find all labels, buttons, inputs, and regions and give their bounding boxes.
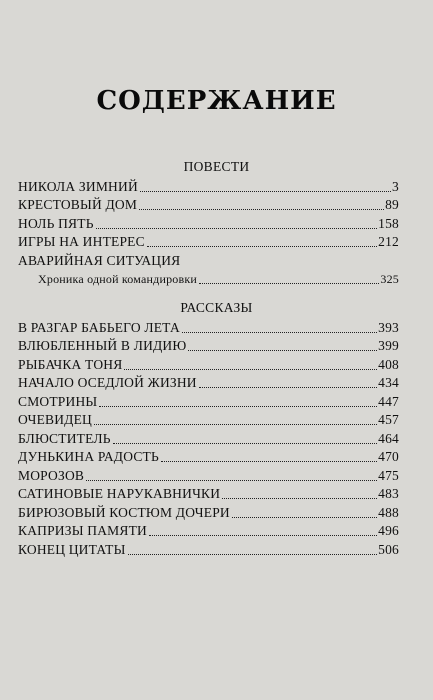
toc-list-povesti xyxy=(18,176,399,287)
toc-entry-page: 434 xyxy=(378,375,399,390)
toc-list-rasskazy xyxy=(18,317,399,558)
dot-leader xyxy=(199,387,377,388)
section-heading-rasskazy: РАССКАЗЫ xyxy=(180,300,253,315)
toc-entry xyxy=(18,354,399,373)
toc-entry-title: НИКОЛА ЗИМНИЙ xyxy=(18,178,138,194)
toc-entry-page: 212 xyxy=(378,234,399,249)
dot-leader xyxy=(182,332,377,333)
dot-leader xyxy=(232,517,377,518)
toc-entry xyxy=(18,269,399,288)
toc-entry xyxy=(18,521,399,540)
toc-entry-title: СМОТРИНЫ xyxy=(18,393,98,409)
toc-entry-title: БЛЮСТИТЕЛЬ xyxy=(18,430,111,446)
toc-entry-page: 496 xyxy=(378,523,399,538)
toc-entry-title: НОЛЬ ПЯТЬ xyxy=(18,215,94,231)
toc-entry xyxy=(18,410,399,429)
dot-leader xyxy=(140,191,391,192)
toc-entry-page: 470 xyxy=(378,449,399,464)
toc-entry xyxy=(18,373,399,392)
page-title: СОДЕРЖАНИЕ xyxy=(96,86,337,116)
toc-entry-page: 325 xyxy=(380,272,399,286)
toc-entry-title: КРЕСТОВЫЙ ДОМ xyxy=(18,197,138,212)
dot-leader xyxy=(222,498,377,499)
toc-entry-page: 488 xyxy=(378,504,399,520)
dot-leader xyxy=(161,461,377,462)
toc-entry xyxy=(18,428,399,447)
toc-entry xyxy=(18,232,399,251)
toc-entry-page: 483 xyxy=(378,486,399,501)
toc-entry xyxy=(18,465,399,484)
toc-entry-title: Хроника одной командировки xyxy=(38,272,197,286)
toc-entry-title: КОНЕЦ ЦИТАТЫ xyxy=(18,541,126,557)
toc-entry xyxy=(18,484,399,503)
toc-entry xyxy=(18,447,399,466)
toc-entry-page: 393 xyxy=(378,319,399,335)
toc-entry-page: 475 xyxy=(378,467,399,483)
toc-entry-page: 447 xyxy=(378,393,399,409)
toc-entry-title: ВЛЮБЛЕННЫЙ В ЛИДИЮ xyxy=(18,338,187,353)
dot-leader xyxy=(147,246,377,247)
toc-entry-page: 158 xyxy=(378,215,399,231)
dot-leader xyxy=(199,283,379,284)
toc-entry xyxy=(18,250,399,269)
dot-leader xyxy=(128,554,378,555)
toc-entry-page: 506 xyxy=(378,541,399,557)
dot-leader xyxy=(86,480,377,481)
dot-leader xyxy=(113,443,377,444)
toc-entry-page: 399 xyxy=(378,338,399,353)
toc-entry-page: 408 xyxy=(378,356,399,372)
dot-leader xyxy=(124,369,377,370)
toc-entry-title: МОРОЗОВ xyxy=(18,467,85,483)
toc-entry-title: ДУНЬКИНА РАДОСТЬ xyxy=(18,449,159,464)
dot-leader xyxy=(139,209,384,210)
toc-entry-title: РЫБАЧКА ТОНЯ xyxy=(18,356,123,372)
toc-entry-page: 457 xyxy=(378,412,399,427)
dot-leader xyxy=(188,350,377,351)
toc-entry-title: ОЧЕВИДЕЦ xyxy=(18,412,92,427)
dot-leader xyxy=(94,424,377,425)
toc-entry xyxy=(18,195,399,214)
toc-entry-page: 89 xyxy=(385,197,399,212)
toc-entry xyxy=(18,176,399,195)
toc-entry-title: САТИНОВЫЕ НАРУКАВНИЧКИ xyxy=(18,486,221,501)
toc-entry xyxy=(18,391,399,410)
toc-entry-title: АВАРИЙНАЯ СИТУАЦИЯ xyxy=(18,252,181,268)
dot-leader xyxy=(149,535,377,536)
toc-entry xyxy=(18,502,399,521)
toc-entry xyxy=(18,213,399,232)
toc-entry-title: В РАЗГАР БАБЬЕГО ЛЕТА xyxy=(18,319,180,335)
dot-leader xyxy=(96,228,377,229)
toc-entry-page: 3 xyxy=(392,178,399,194)
dot-leader xyxy=(99,406,377,407)
toc-entry-page: 464 xyxy=(378,430,399,446)
toc-entry xyxy=(18,336,399,355)
section-heading-povesti: ПОВЕСТИ xyxy=(183,159,250,174)
toc-entry-title: ИГРЫ НА ИНТЕРЕС xyxy=(18,234,145,249)
toc-entry-title: КАПРИЗЫ ПАМЯТИ xyxy=(18,523,147,538)
toc-entry-title: НАЧАЛО ОСЕДЛОЙ ЖИЗНИ xyxy=(18,375,197,390)
toc-entry-title: БИРЮЗОВЫЙ КОСТЮМ ДОЧЕРИ xyxy=(18,504,230,520)
toc-entry xyxy=(18,317,399,336)
toc-entry xyxy=(18,539,399,558)
